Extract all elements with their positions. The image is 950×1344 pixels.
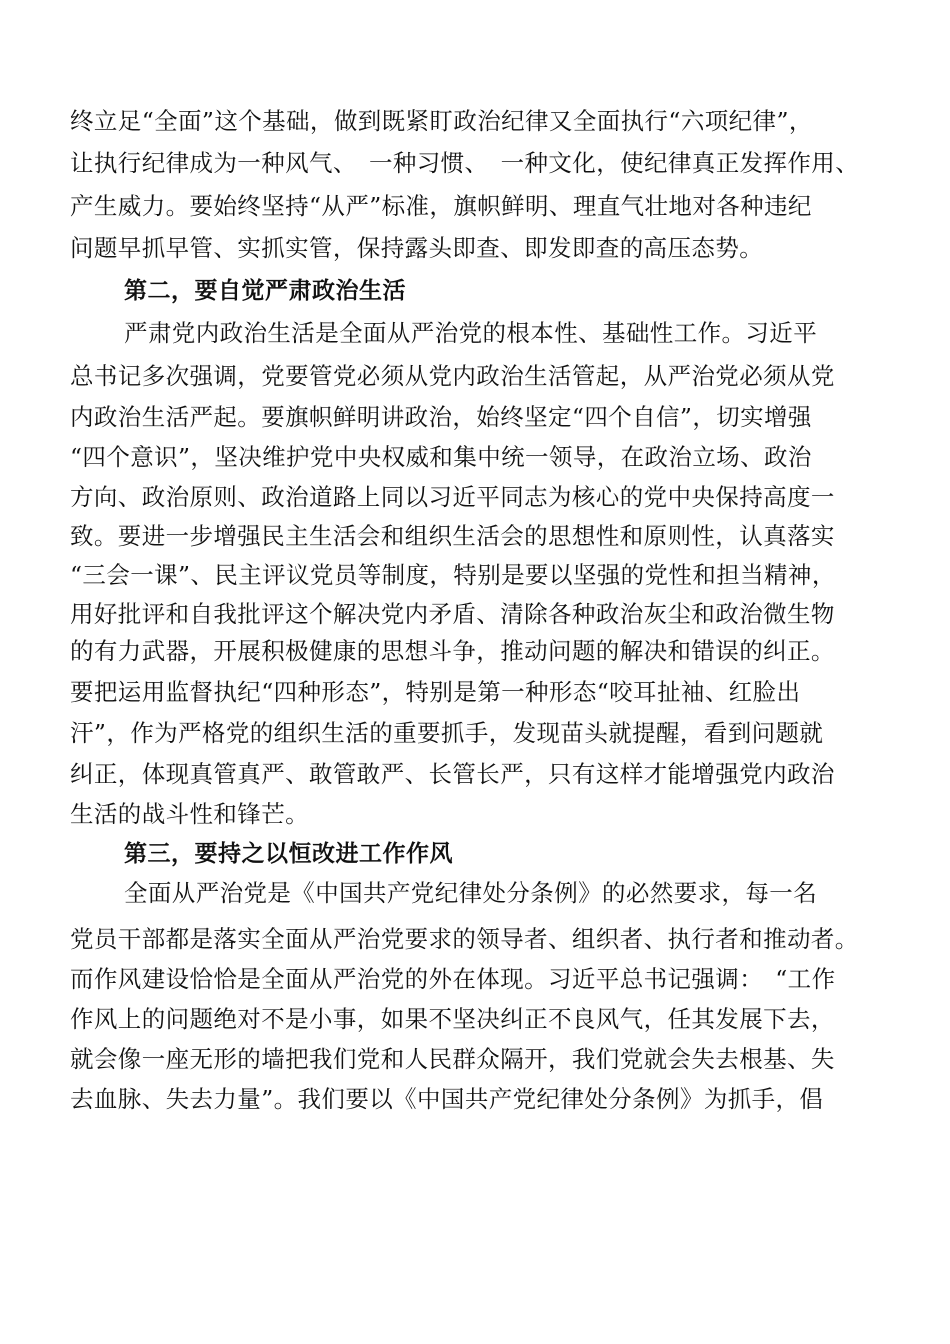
- text-line: “四个意识”，坚决维护党中央权威和集中统一领导，在政治立场、政治: [70, 443, 812, 471]
- text-line: 党员干部都是落实全面从严治党要求的领导者、组织者、执行者和推动者。: [70, 925, 859, 953]
- text-line: 就会像一座无形的墙把我们党和人民群众隔开，我们党就会失去根基、失: [70, 1045, 835, 1073]
- text-line: 方向、政治原则、政治道路上同以习近平同志为核心的党中央保持高度一: [70, 483, 835, 511]
- text-line: 内政治生活严起。要旗帜鲜明讲政治，始终坚定“四个自信”，切实增强: [70, 403, 812, 431]
- text-line: 纠正，体现真管真严、敢管敢严、长管长严，只有这样才能增强党内政治: [70, 760, 835, 788]
- text-line: 去血脉、失去力量”。我们要以《中国共产党纪律处分条例》为抓手，倡: [70, 1085, 824, 1113]
- text-line: “三会一课”、民主评议党员等制度，特别是要以坚强的党性和担当精神，: [70, 561, 836, 589]
- text-line: 全面从严治党是《中国共产党纪律处分条例》的必然要求，每一名: [124, 879, 818, 907]
- text-line: 汗”，作为严格党的组织生活的重要抓手，发现苗头就提醒，看到问题就: [70, 719, 824, 747]
- text-line: 问题早抓早管、实抓实管，保持露头即查、即发即查的高压态势。: [70, 234, 764, 262]
- text-line: 作风上的问题绝对不是小事，如果不坚决纠正不良风气，任其发展下去，: [70, 1005, 835, 1033]
- text-line: 要把运用监督执纪“四种形态”，特别是第一种形态“咬耳扯袖、红脸出: [70, 678, 801, 706]
- section-heading-3: 第三，要持之以恒改进工作作风: [124, 841, 453, 867]
- text-line: 而作风建设恰恰是全面从严治党的外在体现。习近平总书记强调： “工作: [70, 965, 836, 993]
- text-line: 致。要进一步增强民主生活会和组织生活会的思想性和原则性，认真落实: [70, 522, 835, 550]
- text-line: 产生威力。要始终坚持“从严”标准，旗帜鲜明、理直气壮地对各种违纪: [70, 192, 812, 220]
- text-line: 让执行纪律成为一种风气、 一种习惯、 一种文化，使纪律真正发挥作用、: [70, 149, 860, 177]
- text-line: 终立足“全面”这个基础，做到既紧盯政治纪律又全面执行“六项纪律”，: [70, 107, 813, 135]
- text-line: 用好批评和自我批评这个解决党内矛盾、清除各种政治灰尘和政治微生物: [70, 600, 835, 628]
- section-heading-2: 第二，要自觉严肃政治生活: [124, 278, 406, 304]
- text-line: 的有力武器，开展积极健康的思想斗争，推动问题的解决和错误的纠正。: [70, 637, 835, 665]
- text-line: 生活的战斗性和锋芒。: [70, 800, 309, 828]
- text-line: 总书记多次强调，党要管党必须从党内政治生活管起，从严治党必须从党: [70, 362, 835, 390]
- text-line: 严肃党内政治生活是全面从严治党的根本性、基础性工作。习近平: [124, 319, 818, 347]
